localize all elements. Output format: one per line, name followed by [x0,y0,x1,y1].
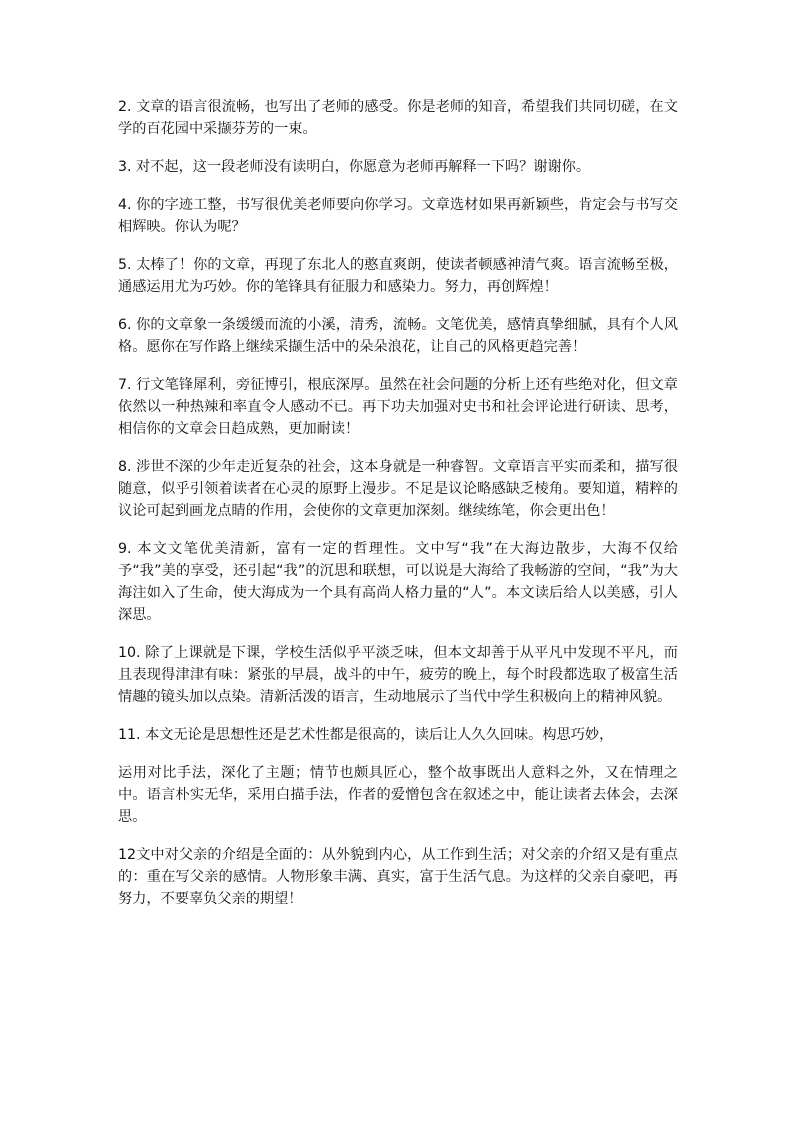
comment-paragraph-4: 4. 你的字迹工整，书写很优美老师要向你学习。文章选材如果再新颖些，肯定会与书写交相辉映。你认为呢？ [118,197,678,235]
comment-paragraph-11: 11. 本文无论是思想性还是艺术性都是很高的，读后让人久久回味。构思巧妙， [118,727,614,743]
comment-paragraph-3: 3. 对不起，这一段老师没有读明白，你愿意为老师再解释一下吗？谢谢你。 [118,159,591,175]
comment-paragraph-2: 2. 文章的语言很流畅，也写出了老师的感受。你是老师的知音，希望我们共同切磋，在文学的百花园中采撷芬芳的一束。 [118,99,678,137]
comment-paragraph-7: 7. 行文笔锋犀利，旁征博引，根底深厚。虽然在社会问题的分析上还有些绝对化，但文章依然以一种热辣和率直令人感动不已。再下功夫加强对史书和社会评论进行研读、思考，相信你的文章会日趋成熟，更加耐读！ [118,377,678,437]
comment-paragraph-10: 10. 除了上课就是下课，学校生活似乎平淡乏味，但本文却善于从平凡中发现不平凡，而且表现得津津有味：紧张的早晨，战斗的中午，疲劳的晚上，每个时段都选取了极富生活情趣的镜头加以点染。清新活泼的语言，生动地展示了当代中学生积极向上的精神风貌。 [118,645,678,705]
comment-paragraph-5: 5. 太棒了！你的文章，再现了东北人的憨直爽朗，使读者顿感神清气爽。语言流畅至极，通感运用尤为巧妙。你的笔锋具有征服力和感染力。努力，再创辉煌！ [118,257,678,295]
document-page [118,96,678,926]
comment-paragraph-11-continued: 运用对比手法，深化了主题；情节也颇具匠心，整个故事既出人意料之外，又在情理之中。语言朴实无华，采用白描手法，作者的爱憎包含在叙述之中，能让读者去体会，去深思。 [118,765,678,825]
comment-paragraph-8: 8. 涉世不深的少年走近复杂的社会，这本身就是一种睿智。文章语言平实而柔和，描写很随意，似乎引领着读者在心灵的原野上漫步。不足是议论略感缺乏棱角。要知道，精粹的议论可起到画龙点睛的作用，会使你的文章更加深刻。继续练笔，你会更出色！ [118,459,678,519]
comment-paragraph-12: 12文中对父亲的介绍是全面的：从外貌到内心，从工作到生活；对父亲的介绍又是有重点的：重在写父亲的感情。人物形象丰满、真实，富于生活气息。为这样的父亲自豪吧，再努力，不要辜负父亲的期望！ [118,847,678,907]
comment-paragraph-9: 9. 本文文笔优美清新，富有一定的哲理性。文中写“我”在大海边散步，大海不仅给予“我”美的享受，还引起“我”的沉思和联想，可以说是大海给了我畅游的空间，“我”为大海注如入了生命，使大海成为一个具有高尚人格力量的“人”。本文读后给人以美感，引人深思。 [118,541,678,623]
comment-paragraph-6: 6. 你的文章象一条缓缓而流的小溪，清秀，流畅。文笔优美，感情真挚细腻，具有个人风格。愿你在写作路上继续采撷生活中的朵朵浪花，让自己的风格更趋完善！ [118,317,678,355]
